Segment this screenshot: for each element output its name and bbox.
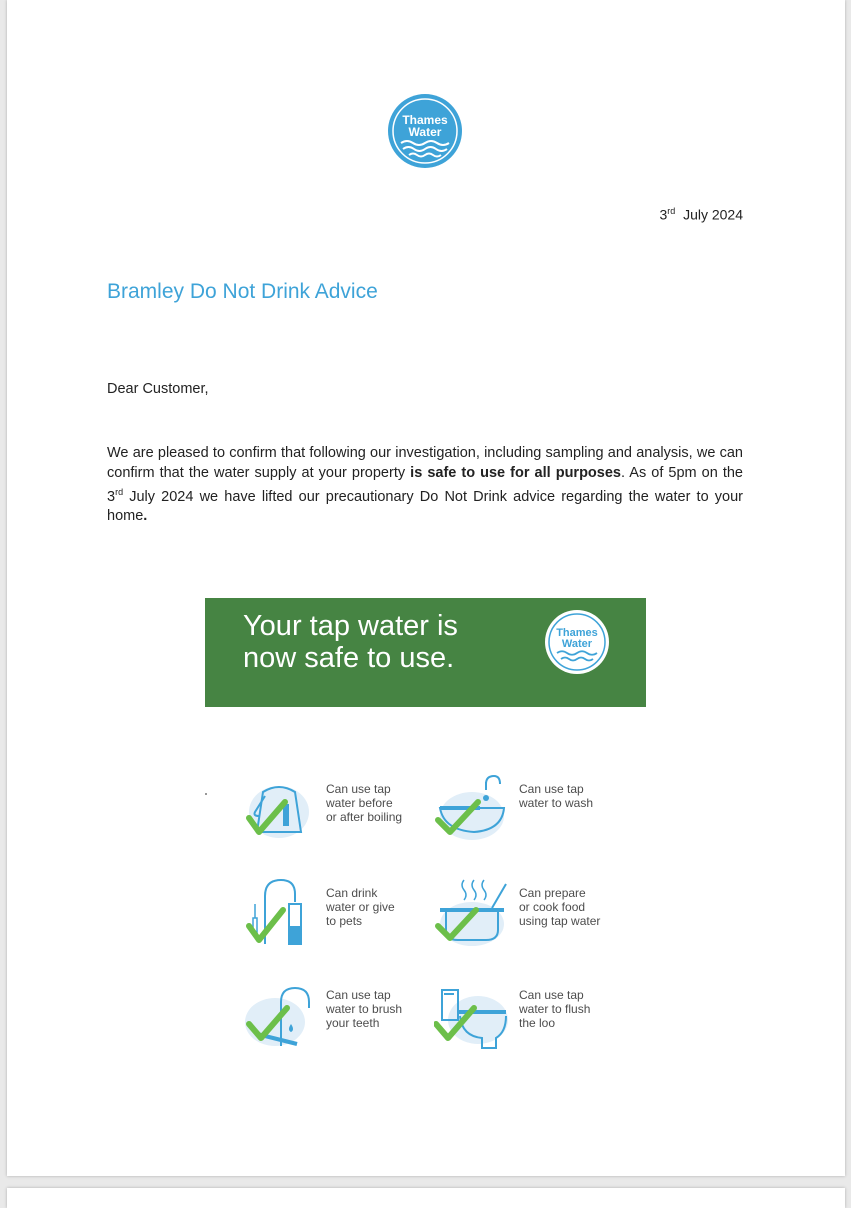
banner-logo-line2: Water (561, 638, 593, 650)
date-day: 3 (659, 206, 668, 223)
tile-label: Can use tap water to flush the loo (519, 988, 591, 1030)
tile-drink (241, 874, 431, 954)
body-sup: rd (115, 487, 124, 497)
tile-label: Can use tap water to brush your teeth (326, 988, 403, 1030)
toothbrush-tap-icon (241, 976, 317, 1056)
letter-heading: Bramley Do Not Drink Advice (107, 280, 378, 303)
banner-logo-line1: Thames (556, 627, 598, 639)
stray-mark (205, 793, 207, 795)
cooking-pot-icon (434, 874, 510, 954)
tile-toilet (434, 976, 624, 1056)
tile-label: Can use tap water to wash (519, 782, 594, 810)
tile-bath (434, 770, 624, 850)
date-rest: July 2024 (683, 206, 743, 223)
thames-water-logo (387, 93, 463, 169)
body-end: . (143, 508, 148, 525)
toilet-icon (434, 976, 510, 1056)
tile-label: Can prepare or cook food using tap water (519, 886, 601, 928)
date-suffix: rd (667, 206, 676, 216)
banner-logo (544, 609, 610, 675)
tile-label: Can use tap water before or after boiling (326, 782, 403, 824)
logo-line1: Thames (402, 113, 448, 127)
letter-page (7, 0, 845, 1176)
body-bold: is safe to use for all purposes (410, 464, 621, 481)
kettle-icon (241, 770, 317, 850)
salutation: Dear Customer, (107, 381, 209, 397)
tile-label: Can drink water or give to pets (326, 886, 395, 928)
body-part3: July 2024 we have lifted our precautionary Do Not Drink advice regarding the water to your home (107, 488, 743, 525)
letter-date (659, 206, 743, 223)
safe-to-use-banner (205, 598, 646, 707)
logo-line2: Water (408, 125, 442, 139)
tile-teeth (241, 976, 431, 1056)
tile-kettle (241, 770, 431, 850)
body-part1: We are pleased to confirm that following our investigation, including sampling and analysis, we can confirm that the water supply at your property (107, 445, 743, 481)
drinking-glass-tap-icon (241, 874, 317, 954)
bath-icon (434, 770, 510, 850)
body-paragraph (107, 444, 743, 527)
banner-text: Your tap water is now safe to use. (243, 610, 458, 674)
next-page-edge (7, 1188, 845, 1208)
body-part2: . As of 5pm on the 3 (107, 464, 743, 505)
tile-cooking (434, 874, 624, 954)
